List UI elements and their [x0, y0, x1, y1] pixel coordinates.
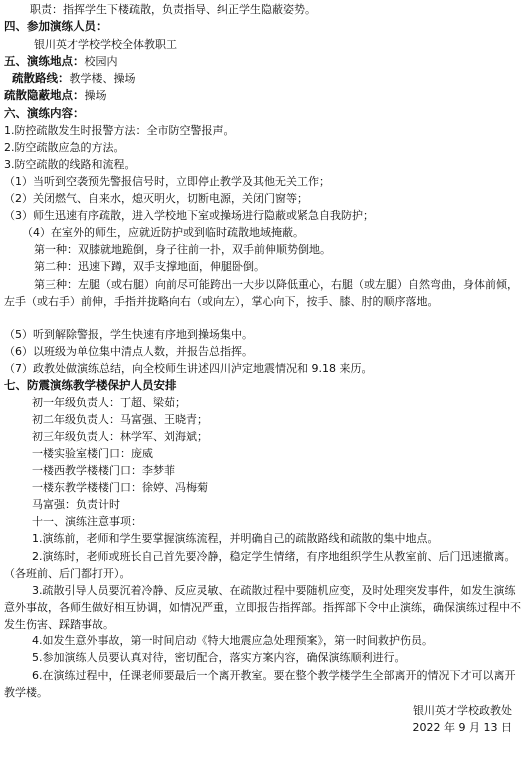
route-label: 疏散路线：	[12, 71, 70, 85]
location-value: 校园内	[84, 55, 118, 68]
shelter-line	[4, 88, 107, 103]
note-2: 2.演练时，老师或班长自己首先要冷静，稳定学生情绪，有序地组织学生从教室前、后门迅速撤离。（各班前、后门都打开）。	[4, 550, 516, 580]
section-4-heading: 四、参加演练人员：	[4, 19, 108, 33]
issuer-signature: 银川英才学校政教处	[413, 704, 512, 717]
notes-heading: 十一、演练注意事项：	[32, 515, 142, 528]
participants-line: 银川英才学校学校全体教职工	[34, 38, 177, 51]
note-3: 3.疏散引导人员要沉着冷静、反应灵敏、在疏散过程中要随机应变，及时处理突发事件，如发生演练意外事故，各师生做好相互协调，如情况严重，立即报告指挥部。指挥部下令中止演练，确保演练过程中不发生伤害、踩踏事故。	[4, 584, 521, 631]
east-door-guard: 一楼东教学楼楼门口：徐婷、冯梅菊	[32, 481, 208, 494]
step-5: （5）听到解除警报，学生快速有序地到操场集中。	[4, 328, 253, 341]
method-1: 第一种：双膝就地跪倒，身子往前一扑，双手前伸顺势倒地。	[34, 243, 331, 256]
grade-3-leaders: 初三年级负责人：林学军、刘海斌；	[32, 430, 208, 443]
route-value: 教学楼、操场	[69, 72, 136, 85]
note-4: 4.如发生意外事故，第一时间启动《特大地震应急处理预案》，第一时间救护伤员。	[32, 634, 433, 647]
step-2: （2）关闭燃气、自来水，熄灭明火，切断电源，关闭门窗等；	[4, 192, 308, 205]
step-4: （4）在室外的师生，应就近防护或到临时疏散地域掩蔽。	[22, 226, 304, 239]
step-6: （6）以班级为单位集中清点人数，并报告总指挥。	[4, 345, 253, 358]
duty-line: 职责：指挥学生下楼疏散，负责指导、纠正学生隐蔽姿势。	[30, 3, 316, 16]
note-5: 5.参加演练人员要认真对待，密切配合，落实方案内容，确保演练顺利进行。	[32, 651, 406, 664]
route-line	[12, 71, 136, 86]
shelter-value: 操场	[84, 89, 107, 102]
grade-1-leaders: 初一年级负责人：丁超、梁茹；	[32, 396, 186, 409]
timer-keeper: 马富强：负责计时	[32, 498, 120, 511]
method-2: 第二种：迅速下蹲，双手支撑地面，伸腿卧倒。	[34, 260, 265, 273]
content-item-2: 2.防空疏散应急的方法。	[4, 141, 125, 154]
note-6: 6.在演练过程中，任课老师要最后一个离开教室。要在整个教学楼学生全部离开的情况下才可以离开教学楼。	[4, 669, 516, 699]
step-7: （7）政教处做演练总结，向全校师生讲述四川泸定地震情况和 9.18 来历。	[4, 362, 373, 375]
location-line	[4, 54, 118, 69]
issue-date: 2022 年 9 月 13 日	[412, 721, 512, 734]
section-5-heading: 五、演练地点：	[4, 54, 85, 68]
content-item-1: 1.防控疏散发生时报警方法：全市防空警报声。	[4, 124, 235, 137]
shelter-label: 疏散隐蔽地点：	[4, 88, 85, 102]
section-6-heading: 六、演练内容：	[4, 106, 85, 120]
lab-door-guard: 一楼实验室楼门口：庞威	[32, 447, 153, 460]
note-1: 1.演练前，老师和学生要掌握演练流程，并明确自己的疏散路线和疏散的集中地点。	[32, 532, 439, 545]
content-item-3: 3.防空疏散的线路和流程。	[4, 158, 136, 171]
step-1: （1）当听到空袭预先警报信号时，立即停止教学及其他无关工作；	[4, 175, 330, 188]
grade-2-leaders: 初二年级负责人：马富强、王晓青；	[32, 413, 208, 426]
section-7-heading: 七、防震演练教学楼保护人员安排	[4, 378, 177, 392]
step-3: （3）师生迅速有序疏散，进入学校地下室或操场进行隐蔽或紧急自我防护；	[4, 209, 374, 222]
west-door-guard: 一楼西教学楼楼门口：李梦菲	[32, 464, 175, 477]
method-3: 第三种：左腿（或右腿）向前尽可能跨出一大步以降低重心，右腿（或左腿）自然弯曲，身体前倾，左手（或右手）前伸，手指并拢略向右（或向左），掌心向下，按手、膝、肘的顺序落地。	[4, 278, 518, 308]
